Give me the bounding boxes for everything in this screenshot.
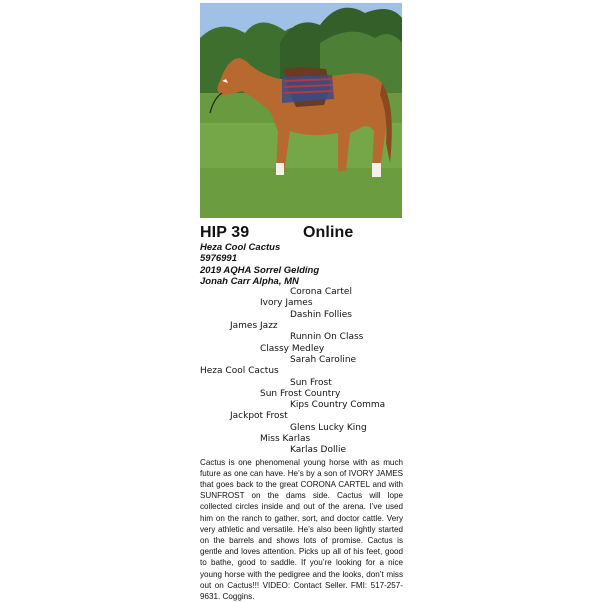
pedigree-entry: Ivory James <box>260 298 313 309</box>
pedigree-entry: Runnin On Class <box>290 332 364 343</box>
pedigree-entry: Karlas Dollie <box>290 445 346 456</box>
pedigree-entry: Classy Medley <box>260 343 325 354</box>
pedigree-entry: Heza Cool Cactus <box>200 366 279 377</box>
hip-number: HIP 39 <box>200 224 250 241</box>
horse-description-line: 2019 AQHA Sorrel Gelding <box>200 264 320 276</box>
sale-listing-card <box>200 3 403 602</box>
horse-photo <box>200 3 402 218</box>
pedigree-entry: Jackpot Frost <box>230 411 288 422</box>
pedigree-entry: Miss Karlas <box>260 434 311 445</box>
pedigree-entry: Sun Frost <box>290 377 332 388</box>
horse-description: Cactus is one phenomenal young horse with as much future as one can have. He’s by a son of IVORY JAMES that goes back to the great CORONA CARTEL and with SUNFROST on the dams side. Cactus will lope collected circles inside and out of the arena. I’ve used him on the ranch to gather, sort, and doctor cattle. Very very athletic and versatile. He’s also been lightly started on the barrels and shows lots of promise. Cactus is gentle and loves attention. Picks up all of his feet, good to bathe, good to saddle. If you’re looking for a nice young horse with the pedigree and the looks, don’t miss out on Cactus!!! VIDEO: Contact Seller. FMI: 517-257-9631. Coggins. <box>200 457 403 602</box>
pedigree-entry: Glens Lucky King <box>290 422 367 433</box>
consignor: Jonah Carr Alpha, MN <box>200 275 299 287</box>
sale-status: Online <box>303 224 354 241</box>
horse-info <box>200 242 403 287</box>
pedigree <box>200 287 403 456</box>
registration-number: 5976991 <box>200 253 237 265</box>
pedigree-entry: Dashin Follies <box>290 309 352 320</box>
pedigree-entry: Corona Cartel <box>290 287 352 298</box>
listing-header <box>200 224 403 242</box>
horse-name: Heza Cool Cactus <box>200 242 281 253</box>
pedigree-entry: James Jazz <box>230 321 278 332</box>
pedigree-entry: Sarah Caroline <box>290 354 357 365</box>
pedigree-entry: Kips Country Comma <box>290 400 386 411</box>
pedigree-entry: Sun Frost Country <box>260 388 341 399</box>
